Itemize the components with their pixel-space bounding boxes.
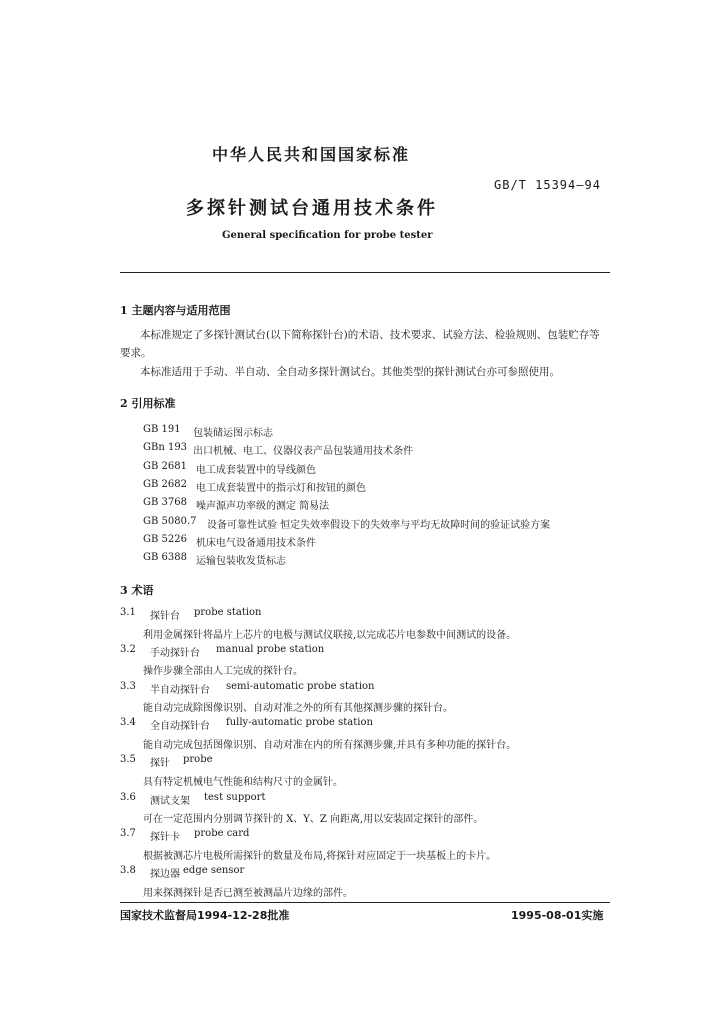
approval-date: 国家技术监督局1994-12-28批准 [120, 909, 290, 922]
section-1-para-1-line-2: 要求。 [120, 347, 152, 359]
standard-type-heading: 中华人民共和国国家标准 [212, 145, 411, 164]
ref-title: 噪声源声功率级的测定 简易法 [196, 501, 330, 512]
term-number: 3.4 [120, 717, 136, 728]
section-2-heading: 2 引用标准 [120, 397, 176, 410]
ref-title: 机床电气设备通用技术条件 [196, 538, 316, 549]
term-name-en: probe card [194, 828, 250, 839]
ref-title: 电工成套装置中的指示灯和按钮的颜色 [196, 483, 366, 494]
term-definition: 可在一定范围内分别调节探针的 X、Y、Z 向距离,用以安装固定探针的部件。 [143, 814, 484, 825]
term-name-cn: 探针 [150, 758, 170, 769]
term-name-en: edge sensor [183, 865, 245, 876]
term-number: 3.3 [120, 681, 136, 692]
ref-code: GBn 193 [143, 442, 188, 453]
term-name-en: probe station [194, 607, 262, 618]
term-name-en: semi-automatic probe station [226, 681, 375, 692]
term-name-cn: 测试支架 [150, 796, 190, 807]
footer-divider [120, 902, 610, 903]
section-1-para-2: 本标准适用于手动、半自动、全自动多探针测试台。其他类型的探针测试台亦可参照使用。 [140, 366, 560, 378]
term-name-en: test support [204, 792, 266, 803]
document-title-en: General specification for probe tester [222, 230, 433, 241]
term-name-cn: 全自动探针台 [150, 721, 210, 732]
implementation-date: 1995-08-01实施 [511, 909, 604, 922]
term-name-cn: 探针台 [150, 611, 180, 622]
term-name-en: manual probe station [216, 644, 325, 655]
term-definition: 具有特定机械电气性能和结构尺寸的金属针。 [143, 777, 343, 788]
term-number: 3.2 [120, 644, 136, 655]
term-name-cn: 手动探针台 [150, 648, 200, 659]
ref-code: GB 6388 [143, 552, 187, 563]
term-name-en: probe [183, 754, 213, 765]
header-divider [120, 272, 610, 273]
ref-code: GB 5080.7 [143, 516, 197, 527]
ref-code: GB 191 [143, 424, 181, 435]
term-definition: 利用金属探针将晶片上芯片的电极与测试仪联接,以完成芯片电参数中间测试的设备。 [143, 630, 517, 641]
term-name-cn: 半自动探针台 [150, 685, 210, 696]
section-1-para-1-line-1: 本标准规定了多探针测试台(以下简称探针台)的术语、技术要求、试验方法、检验规则、包装贮存等 [140, 329, 600, 341]
ref-code: GB 3768 [143, 497, 187, 508]
ref-code: GB 5226 [143, 534, 187, 545]
ref-title: 包装储运图示标志 [193, 428, 273, 439]
ref-title: 电工成套装置中的导线颜色 [196, 465, 316, 476]
term-definition: 操作步骤全部由人工完成的探针台。 [143, 666, 303, 677]
ref-title: 出口机械、电工、仪器仪表产品包装通用技术条件 [193, 446, 413, 457]
term-definition: 根据被测芯片电极所需探针的数量及布局,将探针对应固定于一块基板上的卡片。 [143, 851, 497, 862]
term-definition: 能自动完成包括图像识别、自动对准在内的所有探测步骤,并具有多种功能的探针台。 [143, 740, 517, 751]
term-name-en: fully-automatic probe station [226, 717, 373, 728]
term-number: 3.7 [120, 828, 136, 839]
term-definition: 用来探测探针是否已测至被测晶片边缘的部件。 [143, 888, 353, 899]
document-title-cn: 多探针测试台通用技术条件 [186, 198, 438, 219]
term-number: 3.1 [120, 607, 136, 618]
section-3-heading: 3 术语 [120, 584, 154, 597]
term-number: 3.6 [120, 792, 136, 803]
ref-title: 设备可靠性试验 恒定失效率假设下的失效率与平均无故障时间的验证试验方案 [207, 520, 551, 531]
term-name-cn: 探边器 [150, 869, 180, 880]
ref-code: GB 2681 [143, 461, 187, 472]
term-number: 3.5 [120, 754, 136, 765]
ref-title: 运输包装收发货标志 [196, 556, 286, 567]
term-definition: 能自动完成除图像识别、自动对准之外的所有其他探测步骤的探针台。 [143, 703, 453, 714]
standard-number: GB/T 15394—94 [494, 178, 601, 192]
ref-code: GB 2682 [143, 479, 187, 490]
term-number: 3.8 [120, 865, 136, 876]
term-name-cn: 探针卡 [150, 832, 180, 843]
section-1-heading: 1 主题内容与适用范围 [120, 304, 231, 317]
